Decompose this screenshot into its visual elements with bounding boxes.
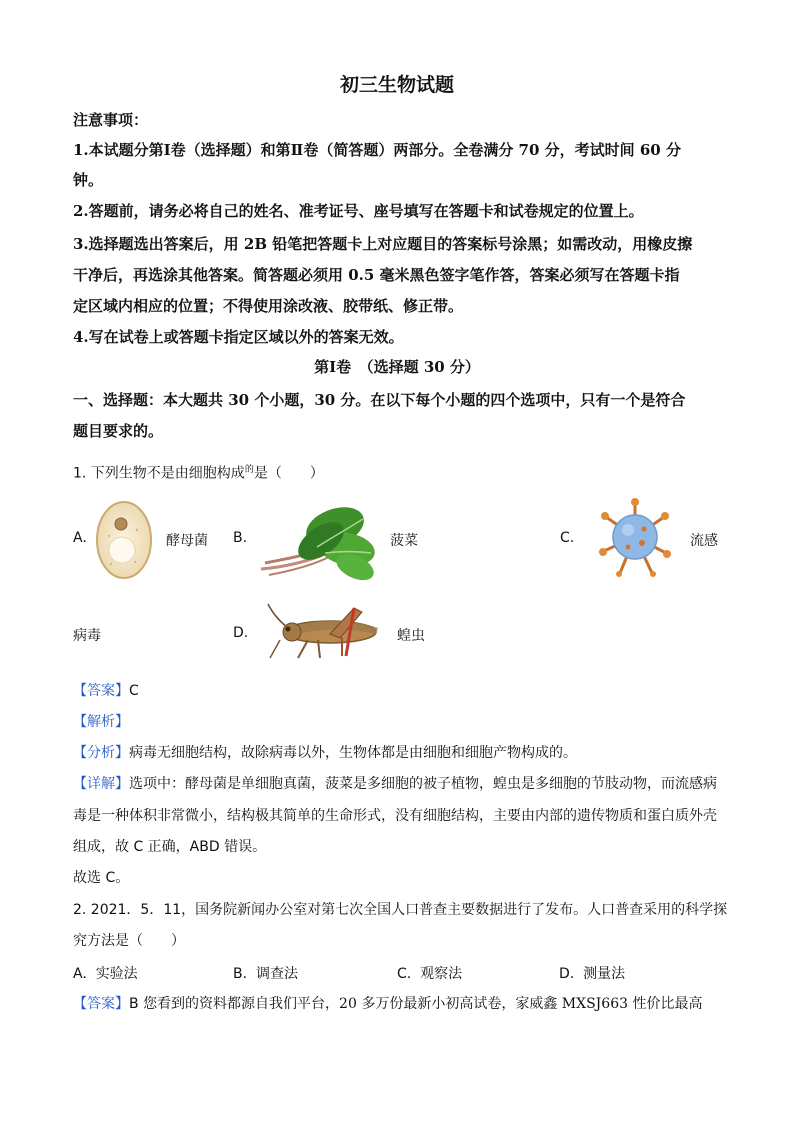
q2-answer	[73, 994, 723, 1014]
q1-conclusion: 故选 C。	[73, 870, 130, 886]
notice-item-2: 2.答题前，请务必将自己的姓名、准考证号、座号填写在答题卡和试卷规定的位置上。	[73, 202, 644, 220]
notice-item-3-cont: 干净后，再选涂其他答案。简答题必须用 0.5 毫米黑色签字笔作答，答案必须写在答题卡指	[73, 266, 680, 284]
q2-option-c-text: 观察法	[420, 966, 463, 982]
q1-stem-text: 1. 下列生物不是由细胞构成	[73, 465, 245, 482]
q1-option-d-letter: D.	[233, 625, 249, 641]
footer-note: 您看到的资料都源自我们平台，20 多万份最新小初高试卷，家威鑫 MXSJ663 性价比最高	[143, 996, 703, 1012]
q1-fenxi	[73, 743, 723, 763]
page-title: 初三生物试题	[339, 74, 454, 96]
fenxi-text: 病毒无细胞结构，故除病毒以外，生物体都是由细胞和细胞产物构成的。	[129, 745, 577, 761]
question-2-stem: 2. 2021．5．11，国务院新闻办公室对第七次全国人口普查主要数据进行了发布。人口普查采用的科学探	[73, 902, 728, 918]
notice-item-3: 3.选择题选出答案后，用 2B 铅笔把答题卡上对应题目的答案标号涂黑；如需改动，用橡皮擦	[73, 235, 693, 253]
q2-option-a-letter: A.	[73, 966, 87, 982]
q1-option-a-text: 酵母菌	[166, 533, 208, 549]
q2-option-b-letter: B.	[233, 966, 248, 982]
question-2-stem-cont: 究方法是（ ）	[73, 933, 185, 949]
q1-option-b-text: 菠菜	[390, 533, 418, 549]
q1-option-c-text-cont: 病毒	[73, 628, 101, 644]
q1-xiangjie	[73, 774, 723, 794]
analysis-label: 【解析】	[73, 714, 129, 730]
notice-heading: 注意事项：	[73, 111, 149, 129]
q1-answer	[73, 681, 723, 701]
answer-value: C	[129, 683, 139, 699]
q2-option-d	[559, 963, 625, 983]
flu-virus-image	[598, 497, 672, 581]
section-instructions: 一、选择题：本大题共 30 个小题，30 分。在以下每个小题的四个选项中，只有一个是符合	[73, 391, 686, 409]
q1-option-d-text: 蝗虫	[397, 628, 425, 644]
notice-item-1-cont: 钟。	[73, 171, 104, 189]
q1-xiangjie-cont: 毒是一种体积非常微小，结构极其简单的生命形式，没有细胞结构，主要由内部的遗传物质和蛋白质外壳	[73, 808, 717, 824]
q2-option-a-text: 实验法	[95, 966, 138, 982]
q2-option-b-text: 调查法	[255, 966, 298, 982]
answer-label: 【答案】	[73, 683, 129, 699]
fenxi-label: 【分析】	[73, 745, 129, 761]
q2-answer-label: 【答案】	[73, 996, 129, 1012]
xiangjie-text: 选项中：酵母菌是单细胞真菌，菠菜是多细胞的被子植物，蝗虫是多细胞的节肢动物，而流感病	[129, 776, 717, 792]
q2-option-a	[73, 963, 138, 983]
q1-xiangjie-cont2: 组成，故 C 正确，ABD 错误。	[73, 839, 267, 855]
q1-option-c-text: 流感	[690, 533, 718, 549]
q2-answer-value: B	[129, 996, 139, 1012]
q1-stem-tail: 是（ ）	[253, 465, 324, 482]
section-heading: 第Ⅰ卷 （选择题 30 分）	[314, 358, 480, 376]
notice-item-1: 1.本试题分第Ⅰ卷（选择题）和第Ⅱ卷（简答题）两部分。全卷满分 70 分，考试时间 60 分	[73, 141, 681, 159]
q1-stem-sup: 的	[244, 465, 254, 475]
section-instructions-cont: 题目要求的。	[73, 422, 164, 440]
notice-item-3-cont2: 定区域内相应的位置；不得使用涂改液、胶带纸、修正带。	[73, 297, 464, 315]
xiangjie-label: 【详解】	[73, 776, 129, 792]
q1-option-a-letter: A.	[73, 530, 87, 546]
q2-option-d-letter: D.	[559, 966, 575, 982]
notice-item-4: 4.写在试卷上或答题卡指定区域以外的答案无效。	[73, 328, 404, 346]
question-1-stem	[73, 460, 723, 484]
q1-analysis-heading	[73, 712, 723, 732]
grasshopper-image	[258, 598, 386, 670]
q2-option-c	[397, 963, 462, 983]
q2-option-b	[233, 963, 298, 983]
q1-option-c-letter: C.	[560, 530, 575, 546]
spinach-image	[255, 497, 377, 589]
q2-option-c-letter: C.	[397, 966, 412, 982]
q1-option-b-letter: B.	[233, 530, 248, 546]
q2-option-d-text: 测量法	[583, 966, 626, 982]
yeast-cell-image	[95, 500, 153, 584]
